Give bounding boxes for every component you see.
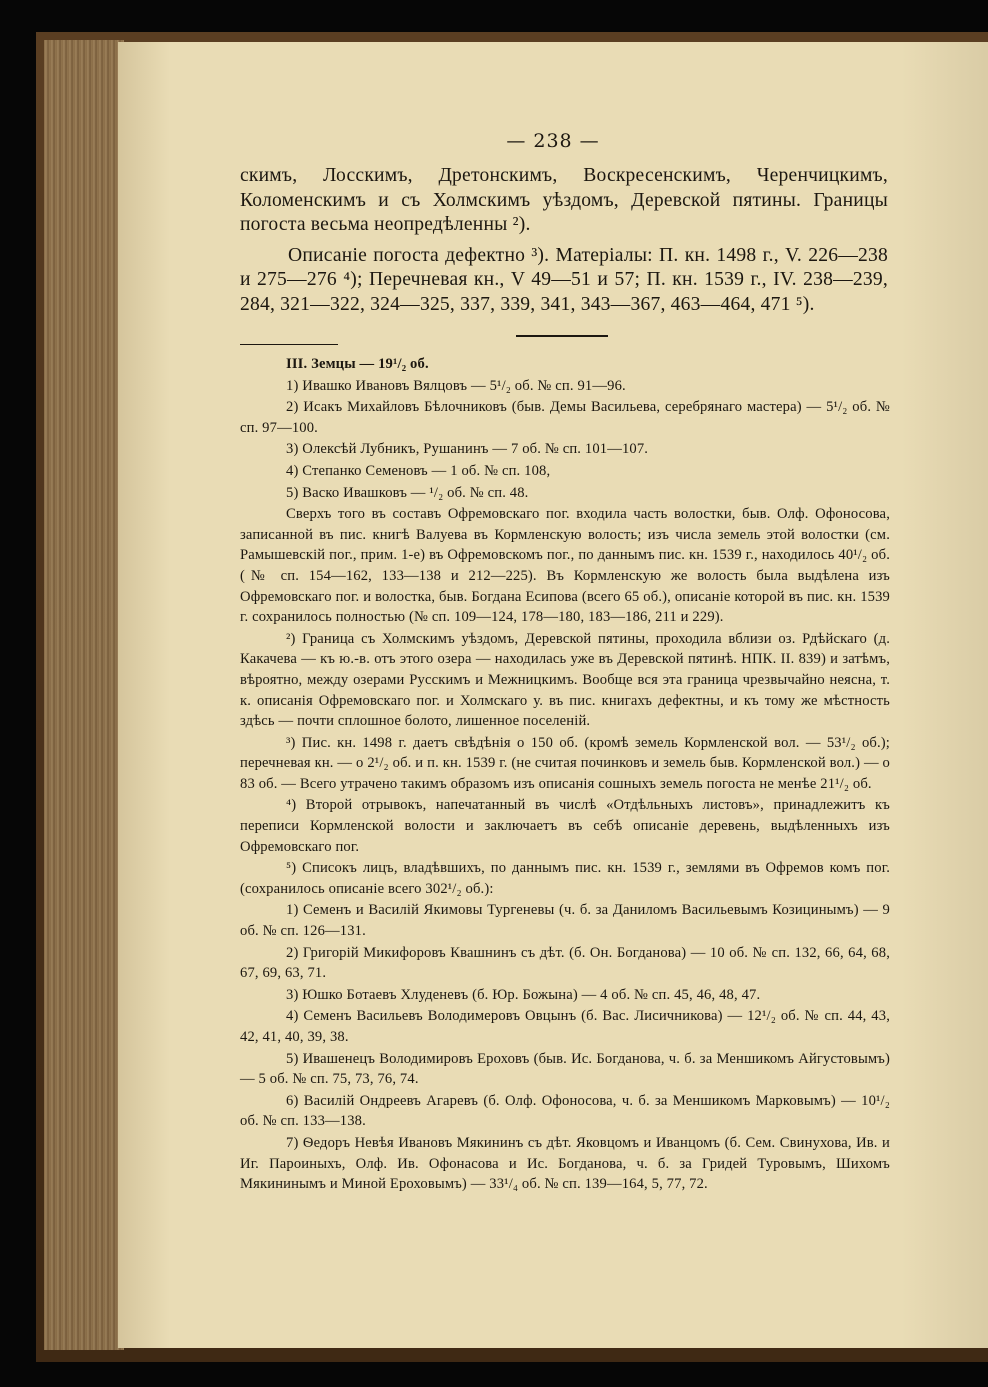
section-divider	[516, 335, 608, 337]
owner-entry: 3) Юшко Ботаевъ Хлуденевъ (б. Юр. Божына) — 4 об. № сп. 45, 46, 48, 47.	[286, 986, 761, 1003]
footnotes	[240, 354, 890, 1195]
page-edges	[44, 40, 124, 1350]
owner-entry: 7) Ѳедоръ Невѣя Ивановъ Мякининъ съ дѣт. Яковцомъ и Иванцомъ (б. Сем. Свинухова, Ив. и Иг. Пароиныхъ, Олф. Ив. Офонасова и Ис. Богданова, ч. б. за Гридей Туровымъ, Шихомъ Мякининымъ и Миной Ероховымъ) — 33¹/₄ об. № сп. 139—164, 5, 77, 72.	[240, 1134, 890, 1193]
footnote-3: ³) Пис. кн. 1498 г. даетъ свѣдѣнія о 150 об. (кромѣ земель Кормленской вол. — 53¹/₂ об.); перечневая кн. — о 2¹/₂ об. и п. кн. 1539 г. (не считая починковъ и земель быв. Кормленской вол.) — о 83 об. — Всего утрачено такимъ образомъ изъ описанія сошныхъ земель погоста не менѣе 21¹/₂ об.	[240, 734, 890, 792]
owner-entry: 4) Семенъ Васильевъ Володимеровъ Овцынъ (б. Вас. Лисичникова) — 12¹/₂ об. № сп. 44, 43, 42, 41, 40, 39, 38.	[240, 1008, 890, 1045]
book-page	[118, 42, 988, 1348]
footnote-list-item: 4) Степанко Семеновъ — 1 об. № сп. 108,	[286, 462, 551, 479]
footnote-2: ²) Граница съ Холмскимъ уѣздомъ, Деревской пятины, проходила вблизи оз. Рдѣйскаго (д. Какачева — къ ю.-в. отъ этого озера — находилась уже въ Деревской пятинѣ. НПК. II. 839) и затѣмъ, вѣроятно, между озерами Русскимъ и Межницкимъ. Вообще вся эта граница чрезвычайно неясна, т. к. описанія Офремовскаго пог. и Холмскаго у. въ пис. книгахъ дефектны, и къ тому же мѣстность здѣсь — почти сплошное болото, лишенное поселеній.	[240, 630, 890, 730]
main-paragraph-2: Описаніе погоста дефектно ³). Матеріалы: П. кн. 1498 г., V. 226—238 и 275—276 ⁴); Перечневая кн., V 49—51 и 57; П. кн. 1539 г., IV. 238—239, 284, 321—322, 324—325, 337, 339, 341, 343—367, 463—464, 471 ⁵).	[240, 244, 888, 315]
main-paragraph-1: скимъ, Лосскимъ, Дретонскимъ, Воскресенскимъ, Черенчицкимъ, Коломенскимъ и съ Холмскимъ уѣздомъ, Деревской пятины. Границы погоста весьма неопредѣленны ²).	[240, 165, 888, 236]
footnote-divider	[240, 344, 338, 345]
owner-entry: 5) Ивашенецъ Володимировъ Ероховъ (быв. Ис. Богданова, ч. б. за Меншикомъ Айгустовымъ) — 5 об. № сп. 75, 73, 76, 74.	[240, 1050, 890, 1088]
owner-entry: 1) Семенъ и Василій Якимовы Тургеневы (ч. б. за Даниломъ Васильевымъ Козицинымъ) — 9 об. № сп. 126—131.	[240, 902, 890, 940]
footnote-list-item: 3) Олексѣй Лубникъ, Рушанинъ — 7 об. № сп. 101—107.	[286, 441, 649, 458]
owner-entry: 6) Василій Ондреевъ Агаревъ (б. Олф. Офоносова, ч. б. за Меншикомъ Марковымъ) — 10¹/₂ об. № сп. 133—138.	[240, 1092, 890, 1130]
footnote-4: ⁴) Второй отрывокъ, напечатанный въ числѣ «Отдѣльныхъ листовъ», принадлежитъ къ переписи Кормленской волости и заключаетъ въ себѣ описаніе деревень, выдѣленныхъ изъ Офремовскаго пог.	[240, 797, 890, 855]
footnote-list-item: 5) Васко Ивашковъ — ¹/₂ об. № сп. 48.	[286, 484, 529, 501]
footnote-heading: III. Земцы — 19¹/₂ об.	[286, 356, 429, 372]
footnote-list-item: 2) Исакъ Михайловъ Бѣлочниковъ (быв. Демы Васильева, серебрянаго мастера) — 5¹/₂ об. № сп. 97—100.	[240, 399, 890, 436]
owner-entry: 2) Григорій Микифоровъ Квашнинъ съ дѣт. (б. Он. Богданова) — 10 об. № сп. 132, 66, 64, 68, 67, 69, 63, 71.	[240, 944, 890, 982]
main-text	[240, 164, 888, 318]
footnote-paragraph: Сверхъ того въ составъ Офремовскаго пог. входила часть волостки, быв. Олф. Офоносова, записанной въ пис. книгѣ Валуева въ Кормленскую волость; изъ числа земель этой волостки (см. Рамышевскій пог., прим. 1-е) въ Офремовскомъ пог., по даннымъ пис. кн. 1539 г., находилось 40¹/₂ об. (№ сп. 154—162, 133—138 и 212—225). Въ Кормленскую же волость была выдѣлена изъ Офремовскаго пог. и волостка, быв. Богдана Есипова (всего 65 об.), описаніе которой въ пис. кн. 1539 г. сохранилось полностью (№ сп. 109—124, 178—180, 183—186, 211 и 229).	[240, 506, 890, 626]
footnote-5: ⁵) Списокъ лицъ, владѣвшихъ, по даннымъ пис. кн. 1539 г., землями въ Офремов комъ пог. (сохранилось описаніе всего 302¹/₂ об.):	[240, 860, 890, 897]
footnote-list-item: 1) Ивашко Ивановъ Вялцовъ — 5¹/₂ об. № сп. 91—96.	[286, 377, 626, 394]
page-number: — 238 —	[506, 130, 600, 152]
